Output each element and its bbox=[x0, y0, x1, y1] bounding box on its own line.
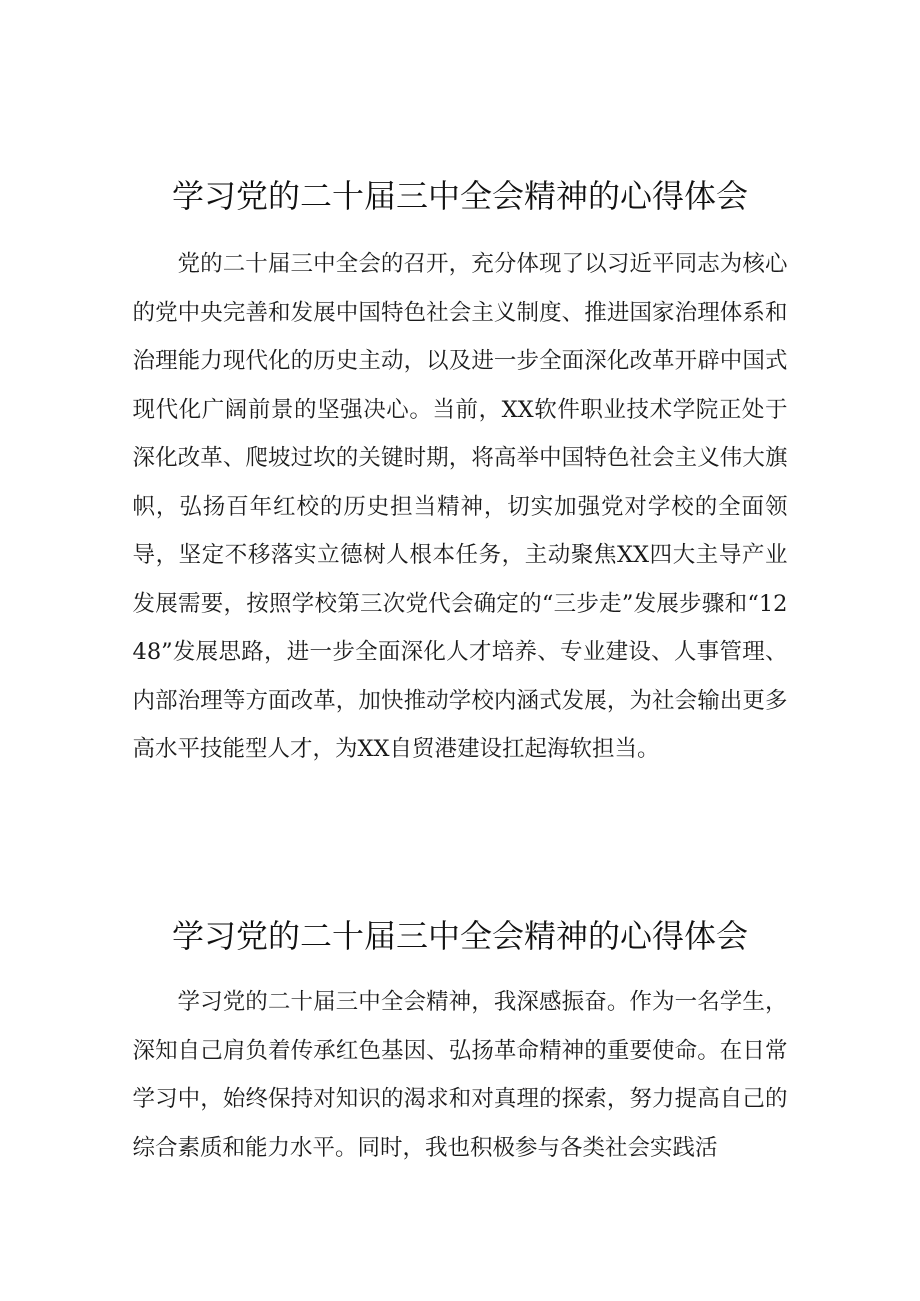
essay-paragraph: 学习党的二十届三中全会精神，我深感振奋。作为一名学生，深知自己肩负着传承红色基因、弘扬革命精神的重要使命。在日常学习中，始终保持对知识的渴求和对真理的探索，努力提高自己的综合素质和能力水平。同时，我也积极参与各类社会实践活 bbox=[132, 989, 788, 1161]
essay-paragraph: 党的二十届三中全会的召开，充分体现了以习近平同志为核心的党中央完善和发展中国特色社会主义制度、推进国家治理体系和治理能力现代化的历史主动，以及进一步全面深化改革开辟中国式现代化广阔前景的坚强决心。当前，XX软件职业技术学院正处于深化改革、爬坡过坎的关键时期，将高举中国特色社会主义伟大旗帜，弘扬百年红校的历史担当精神，切实加强党对学校的全面领导，坚定不移落实立德树人根本任务，主动聚焦XX四大主导产业发展需要，按照学校第三次党代会确定的“三步走”发展步骤和“1248”发展思路，进一步全面深化人才培养、专业建设、人事管理、内部治理等方面改革，加快推动学校内涵式发展，为社会输出更多高水平技能型人才，为XX自贸港建设扛起海软担当。 bbox=[132, 251, 788, 762]
essay-section-1 bbox=[0, 172, 920, 774]
essay-title: 学习党的二十届三中全会精神的心得体会 bbox=[171, 917, 748, 955]
essay-title: 学习党的二十届三中全会精神的心得体会 bbox=[171, 177, 748, 215]
essay-section-2 bbox=[0, 912, 920, 1172]
